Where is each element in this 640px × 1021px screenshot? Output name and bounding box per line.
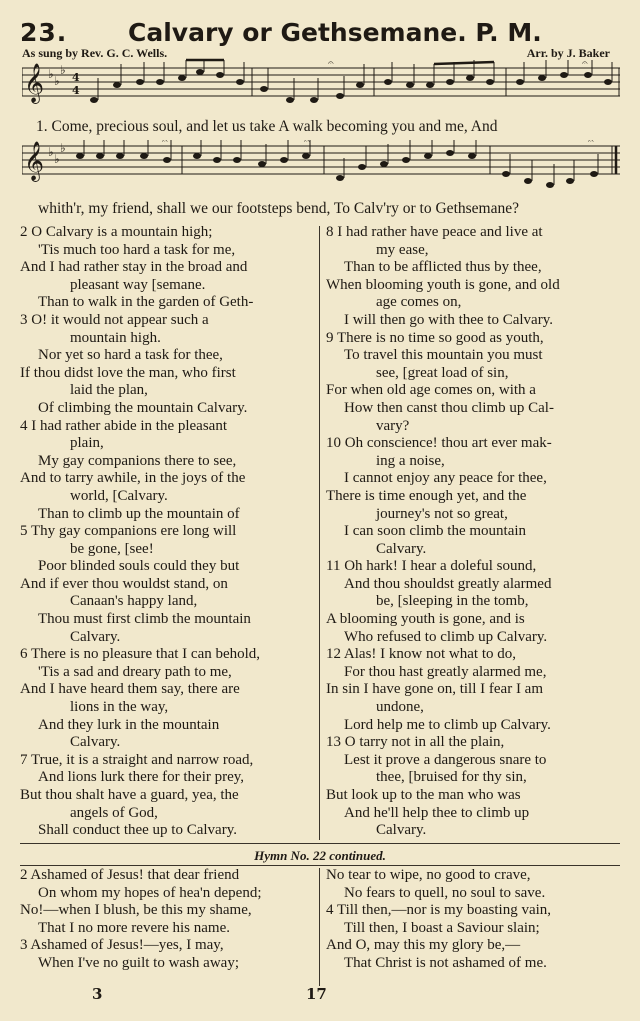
svg-text:♭: ♭ bbox=[48, 145, 54, 159]
verse-line: And thou shouldst greatly alarmed bbox=[344, 575, 552, 592]
verse-line: I can soon climb the mountain bbox=[344, 523, 527, 540]
svg-text:♭: ♭ bbox=[60, 63, 66, 77]
svg-text:4: 4 bbox=[72, 71, 80, 84]
verse-line: 'Tis much too hard a task for me, bbox=[38, 241, 236, 258]
sung-by-credit: As sung by Rev. G. C. Wells. bbox=[22, 46, 168, 60]
verse-line: Lord help me to climb up Calvary. bbox=[344, 716, 551, 733]
svg-text:𝄐: 𝄐 bbox=[588, 140, 594, 147]
svg-text:𝄞: 𝄞 bbox=[24, 63, 45, 103]
verse-line: world, [Calvary. bbox=[70, 487, 168, 504]
music-staff-2 bbox=[22, 140, 620, 198]
verse-line: Lest it prove a dangerous snare to bbox=[344, 751, 547, 768]
verse-line: 11 Oh hark! I hear a doleful sound, bbox=[326, 558, 537, 575]
verse-line: 13 O tarry not in all the plain, bbox=[326, 734, 505, 751]
verse-line: For thou hast greatly alarmed me, bbox=[344, 663, 547, 680]
verse-line: undone, bbox=[376, 699, 424, 716]
verse-line: No fears to quell, no soul to save. bbox=[344, 884, 546, 901]
continued-right-column bbox=[326, 867, 616, 972]
verse-line: Than to be afflicted thus by thee, bbox=[344, 259, 542, 276]
verse-line: I will then go with thee to Calvary. bbox=[344, 311, 553, 328]
verse-line: ing a noise, bbox=[376, 452, 445, 469]
verse-line: I cannot enjoy any peace for thee, bbox=[344, 470, 547, 487]
verse-line: vary? bbox=[376, 417, 410, 434]
verse-line: 10 Oh conscience! thou art ever mak- bbox=[326, 435, 552, 452]
verse-line: On whom my hopes of hea'n depend; bbox=[38, 884, 262, 901]
verse-line: Calvary. bbox=[376, 822, 427, 839]
lyric-underlay-line-1: 1. Come, precious soul, and let us take A walk becoming you and me, And bbox=[36, 118, 498, 135]
verse-line: Shall conduct thee up to Calvary. bbox=[38, 822, 237, 839]
svg-text:𝄐: 𝄐 bbox=[582, 58, 588, 69]
verse-line: For when old age comes on, with a bbox=[326, 382, 536, 399]
verse-line: 3 O! it would not appear such a bbox=[20, 311, 209, 328]
verse-line: Thou must first climb the mountain bbox=[38, 611, 251, 628]
verse-line: 9 There is no time so good as youth, bbox=[326, 329, 544, 346]
verse-line: How then canst thou climb up Cal- bbox=[344, 399, 554, 416]
svg-text:♭: ♭ bbox=[54, 74, 60, 88]
signature-mark: 3 bbox=[92, 985, 103, 1003]
svg-text:♭: ♭ bbox=[54, 152, 60, 166]
verse-line: Till then, I boast a Saviour slain; bbox=[344, 919, 540, 936]
svg-text:♭: ♭ bbox=[48, 67, 54, 81]
verse-line: Of climbing the mountain Calvary. bbox=[38, 399, 248, 416]
verse-line: Poor blinded souls could they but bbox=[38, 558, 240, 575]
arranger-credit: Arr. by J. Baker bbox=[526, 46, 610, 60]
verse-line: Than to climb up the mountain of bbox=[38, 505, 240, 522]
verse-line: Calvary. bbox=[70, 734, 121, 751]
column-divider bbox=[319, 226, 320, 840]
column-divider bbox=[319, 868, 320, 986]
verse-line: journey's not so great, bbox=[376, 505, 508, 522]
lyric-underlay-line-2: whith'r, my friend, shall we our footsteps bend, To Calv'ry or to Gethsemane? bbox=[38, 200, 519, 217]
hymn-header bbox=[20, 18, 620, 48]
svg-text:𝄞: 𝄞 bbox=[24, 141, 45, 181]
verse-line: 5 Thy gay companions ere long will bbox=[20, 523, 237, 540]
verse-line: Calvary. bbox=[376, 540, 427, 557]
verse-line: A blooming youth is gone, and is bbox=[326, 611, 525, 628]
verse-line: 2 Ashamed of Jesus! that dear friend bbox=[20, 867, 240, 883]
verse-line: In sin I have gone on, till I fear I am bbox=[326, 681, 544, 698]
hymn-title: Calvary or Gethsemane. P. M. bbox=[128, 18, 542, 47]
verse-line: My gay companions there to see, bbox=[38, 452, 237, 469]
verse-line: age comes on, bbox=[376, 294, 462, 311]
verse-line: see, [great load of sin, bbox=[376, 364, 509, 381]
verse-line: When blooming youth is gone, and old bbox=[326, 276, 560, 293]
verse-line: No!—when I blush, be this my shame, bbox=[20, 902, 252, 918]
verse-line: Nor yet so hard a task for thee, bbox=[38, 347, 223, 364]
verse-line: 4 Till then,—nor is my boasting vain, bbox=[326, 902, 552, 918]
verse-line: 'Tis a sad and dreary path to me, bbox=[38, 663, 232, 680]
verses-right-column bbox=[326, 224, 622, 840]
verse-line: And to tarry awhile, in the joys of the bbox=[20, 470, 246, 487]
verse-line: 4 I had rather abide in the pleasant bbox=[20, 417, 227, 434]
verses-left-column bbox=[20, 224, 316, 840]
verse-line: Calvary. bbox=[70, 628, 121, 645]
verse-line: my ease, bbox=[376, 241, 429, 258]
hymn-number: 23. bbox=[20, 18, 68, 47]
verse-line: plain, bbox=[70, 435, 104, 452]
svg-text:♭: ♭ bbox=[60, 141, 66, 155]
section-divider bbox=[20, 843, 620, 844]
verse-line: If thou didst love the man, who first bbox=[20, 364, 236, 381]
verse-line: 8 I had rather have peace and live at bbox=[326, 224, 543, 240]
verse-line: There is time enough yet, and the bbox=[326, 487, 527, 504]
svg-text:4: 4 bbox=[72, 84, 80, 97]
verse-line: pleasant way [semane. bbox=[70, 276, 206, 293]
music-staff-1 bbox=[22, 58, 620, 114]
verse-line: Canaan's happy land, bbox=[70, 593, 198, 610]
verse-line: Who refused to climb up Calvary. bbox=[344, 628, 548, 645]
verse-line: be, [sleeping in the tomb, bbox=[376, 593, 529, 610]
verse-line: 12 Alas! I know not what to do, bbox=[326, 646, 516, 663]
verse-line: mountain high. bbox=[70, 329, 161, 346]
verse-line: No tear to wipe, no good to crave, bbox=[326, 867, 531, 883]
verse-line: angels of God, bbox=[70, 804, 158, 821]
verse-line: thee, [bruised for thy sin, bbox=[376, 769, 527, 786]
svg-text:𝄐: 𝄐 bbox=[328, 58, 334, 69]
page-number: 17 bbox=[306, 985, 327, 1003]
section-divider bbox=[20, 865, 620, 866]
verse-line: To travel this mountain you must bbox=[344, 347, 543, 364]
verse-line: That I no more revere his name. bbox=[38, 919, 231, 936]
verse-line: 2 O Calvary is a mountain high; bbox=[20, 224, 213, 240]
verse-line: 6 There is no pleasure that I can behold, bbox=[20, 646, 261, 663]
verse-line: And lions lurk there for their prey, bbox=[38, 769, 245, 786]
verse-line: And they lurk in the mountain bbox=[38, 716, 220, 733]
verse-line: And he'll help thee to climb up bbox=[344, 804, 530, 821]
svg-text:𝄐: 𝄐 bbox=[304, 140, 310, 147]
svg-text:𝄐: 𝄐 bbox=[162, 140, 168, 147]
verse-line: And I have heard them say, there are bbox=[20, 681, 240, 698]
verse-line: 3 Ashamed of Jesus!—yes, I may, bbox=[20, 937, 224, 953]
continued-left-column bbox=[20, 867, 316, 972]
verse-line: 7 True, it is a straight and narrow road, bbox=[20, 751, 254, 768]
verse-line: And I had rather stay in the broad and bbox=[20, 259, 248, 276]
verse-line: When I've no guilt to wash away; bbox=[38, 954, 239, 971]
verse-line: But thou shalt have a guard, yea, the bbox=[20, 787, 239, 803]
verse-line: But look up to the man who was bbox=[326, 787, 521, 803]
verse-line: laid the plan, bbox=[70, 382, 148, 399]
verse-line: be gone, [see! bbox=[70, 540, 154, 557]
verse-line: And if ever thou wouldst stand, on bbox=[20, 575, 228, 592]
verse-line: Than to walk in the garden of Geth- bbox=[38, 294, 254, 311]
verse-line: lions in the way, bbox=[70, 699, 169, 716]
verse-line: That Christ is not ashamed of me. bbox=[344, 954, 547, 971]
verse-line: And O, may this my glory be,— bbox=[326, 937, 521, 953]
continued-heading: Hymn No. 22 continued. bbox=[254, 848, 386, 863]
